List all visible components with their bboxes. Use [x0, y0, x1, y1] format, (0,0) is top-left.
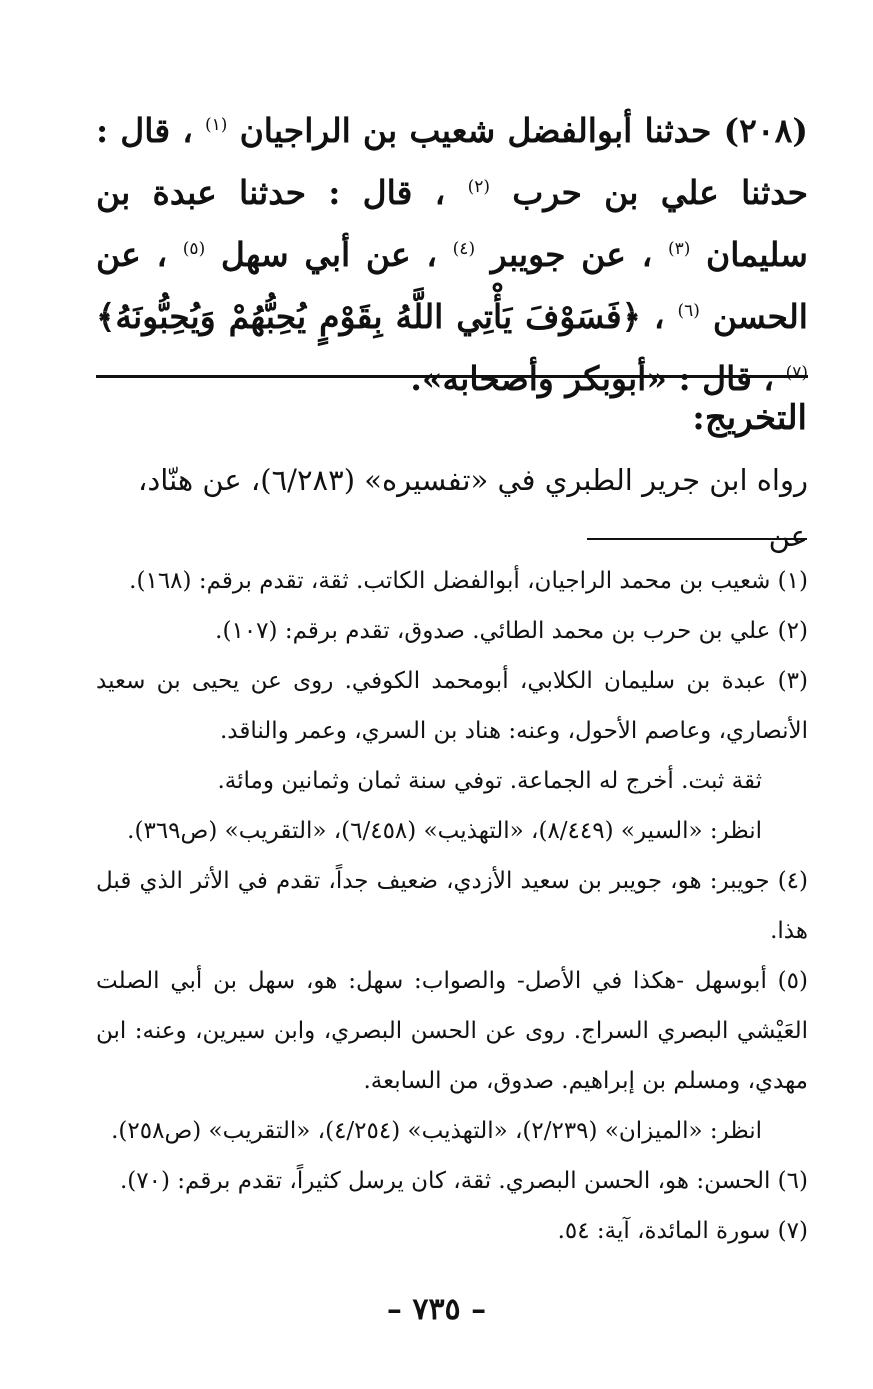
footnote-divider: [587, 538, 807, 540]
footnote-text: انظر: «الميزان» (٢/٢٣٩)، «التهذيب» (٤/٢٥٤)، «التقريب» (ص٢٥٨).: [111, 1118, 762, 1144]
footnote: [96, 1206, 808, 1256]
footnote-text: علي بن حرب بن محمد الطائي. صدوق، تقدم برقم: (١٠٧).: [215, 618, 771, 644]
hadith-text: ، عن الحسن: [96, 235, 808, 336]
section-divider: [96, 375, 808, 378]
footnote-text: سورة المائدة، آية: ٥٤.: [557, 1218, 771, 1244]
page-number: – ٧٣٥ –: [386, 1292, 487, 1327]
footnote: [96, 1156, 808, 1206]
footnote-text: أبوسهل -هكذا في الأصل- والصواب: سهل: هو، سهل بن أبي الصلت العَيْشي البصري السراج. روى عن الحسن البصري، وابن سيرين، وعنه: ابن مهدي، ومسلم بن إبراهيم. صدوق، من السابعة.: [96, 968, 808, 1094]
hadith-text: ، قال : «أبوبكر وأصحابه».: [410, 359, 775, 398]
footnote-ref: (٥): [182, 239, 206, 259]
footnote-ref: (٣): [667, 239, 691, 259]
footnote-text: ثقة ثبت. أخرج له الجماعة. توفي سنة ثمان وثمانين ومائة.: [217, 768, 762, 794]
footnote: [96, 606, 808, 656]
footnote-text: جويبر: هو، جويبر بن سعيد الأزدي، ضعيف جداً، تقدم في الأثر الذي قبل هذا.: [96, 868, 808, 944]
footnotes: [96, 556, 808, 1256]
hadith-text: ، عن أبي سهل: [220, 235, 437, 274]
footnote-text: عبدة بن سليمان الكلابي، أبومحمد الكوفي. روى عن يحيى بن سعيد الأنصاري، وعاصم الأحول، وعنه: هناد بن السري، وعمر والناقد.: [96, 668, 808, 744]
hadith-text: ، عن جويبر: [490, 235, 653, 274]
footnote-text: الحسن: هو، الحسن البصري. ثقة، كان يرسل كثيراً، تقدم برقم: (٧٠).: [120, 1168, 771, 1194]
hadith-text: ،: [653, 297, 665, 336]
footnote-mark: (٦): [777, 1168, 808, 1194]
hadith-text: حدثنا أبوالفضل شعيب بن الراجيان: [239, 111, 712, 150]
section-title: التخريج:: [692, 398, 807, 438]
footnote-mark: (٧): [777, 1218, 808, 1244]
hadith-text: ، قال : حدثنا علي بن حرب: [96, 111, 808, 212]
footnote-mark: (١): [777, 568, 808, 594]
footnote-mark: (٢): [777, 618, 808, 644]
footnote-ref: (٤): [452, 239, 476, 259]
quran-verse: ﴿فَسَوْفَ يَأْتِي اللَّهُ بِقَوْمٍ يُحِبُّهُمْ وَيُحِبُّونَهُ﴾: [96, 297, 641, 336]
footnote-ref: (٢): [467, 177, 490, 197]
footnote: [96, 856, 808, 956]
footnote-mark: (٥): [777, 968, 808, 994]
hadith-paragraph: [96, 100, 808, 410]
takhrij-text: رواه ابن جرير الطبري في «تفسيره» (٦/٢٨٣)، عن هنّاد، عن: [137, 463, 808, 553]
footnote-mark: (٣): [777, 668, 808, 694]
footnote-ref: (٧): [785, 363, 808, 383]
footnote: [96, 556, 808, 606]
footnote-text: انظر: «السير» (٨/٤٤٩)، «التهذيب» (٦/٤٥٨)، «التقريب» (ص٣٦٩).: [127, 818, 762, 844]
footnote-mark: (٤): [777, 868, 809, 894]
footnote-ref: (١): [205, 115, 228, 135]
footnote: [96, 956, 808, 1156]
hadith-number: (٢٠٨): [723, 111, 808, 150]
footnote-ref: (٦): [677, 301, 700, 321]
footnote: [96, 656, 808, 856]
hadith-text: ، قال : حدثنا عبدة بن سليمان: [96, 173, 808, 274]
footnote-text: شعيب بن محمد الراجيان، أبوالفضل الكاتب. ثقة، تقدم برقم: (١٦٨).: [129, 568, 771, 594]
